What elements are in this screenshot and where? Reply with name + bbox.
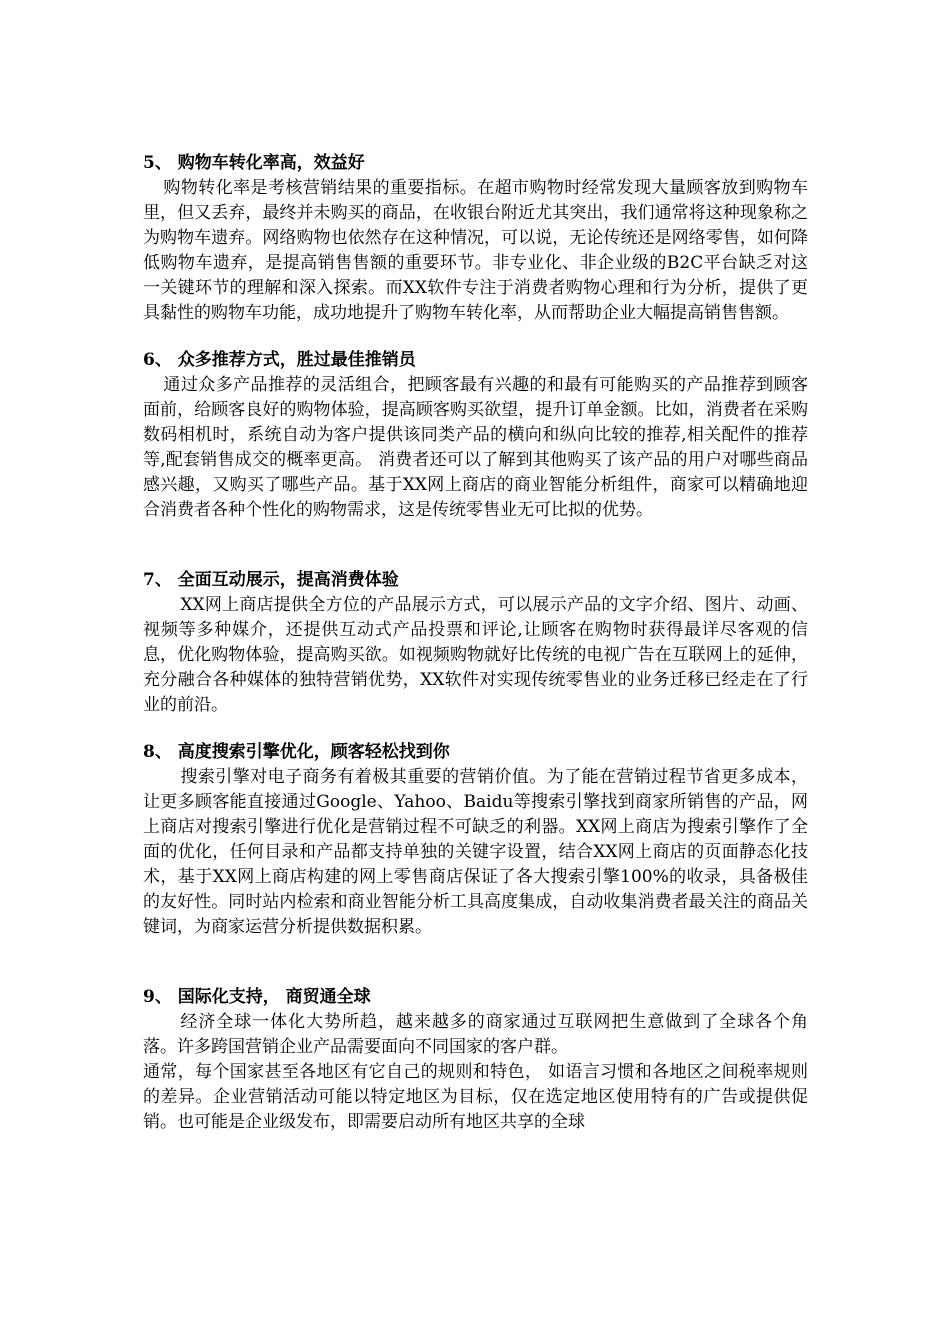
section-paragraph: XX网上商店提供全方位的产品展示方式，可以展示产品的文字介绍、图片、动画、视频等多种媒介，还提供互动式产品投票和评论,让顾客在购物时获得最详尽客观的信息，优化购物体验，提高购买欲。如视频购物就好比传统的电视广告在互联网上的延伸，充分融合各种媒体的独特营销优势，XX软件对实现传统零售业的业务迁移已经走在了行业的前沿。 xyxy=(143,595,808,715)
spacer xyxy=(143,326,808,347)
section-8 xyxy=(143,739,808,940)
section-9 xyxy=(143,984,808,1135)
section-heading: 9、 国际化支持， 商贸通全球 xyxy=(143,987,371,1007)
section-heading: 5、 购物车转化率高，效益好 xyxy=(143,153,365,173)
section-5 xyxy=(143,150,808,326)
section-paragraph: 通过众多产品推荐的灵活组合，把顾客最有兴趣的和最有可能购买的产品推荐到顾客面前，给顾客良好的购物体验，提高顾客购买欲望，提升订单金额。比如，消费者在采购数码相机时，系统自动为客户提供该同类产品的横向和纵向比较的推荐,相关配件的推荐等,配套销售成交的概率更高。 消费者还可以了解到其他购买了该产品的用户对哪些商品感兴趣，又购买了哪些产品。基于XX网上商店的商业智能分析组件，商家可以精确地迎合消费者各种个性化的购物需求，这是传统零售业无可比拟的优势。 xyxy=(143,375,808,520)
spacer xyxy=(143,523,808,567)
section-paragraph: 购物转化率是考核营销结果的重要指标。在超市购物时经常发现大量顾客放到购物车里，但又丢弃，最终并未购买的商品，在收银台附近尤其突出，我们通常将这种现象称之为购物车遗弃。网络购物也依然存在这种情况，可以说，无论传统还是网络零售，如何降低购物车遗弃，是提高销售售额的重要环节。非专业化、非企业级的B2C平台缺乏对这一关键环节的理解和深入探索。而XX软件专注于消费者购物心理和行为分析，提供了更具黏性的购物车功能，成功地提升了购物车转化率，从而帮助企业大幅提高销售售额。 xyxy=(143,178,808,323)
spacer xyxy=(143,718,808,739)
section-paragraph: 通常，每个国家甚至各地区有它自己的规则和特色， 如语言习惯和各地区之间税率规则的差异。企业营销活动可能以特定地区为目标，仅在选定地区使用特有的广告或提供促销。也可能是企业级发布，即需要启动所有地区共享的全球 xyxy=(143,1062,808,1132)
section-7 xyxy=(143,567,808,718)
section-heading: 8、 高度搜索引擎优化，顾客轻松找到你 xyxy=(143,742,450,762)
section-paragraph: 搜索引擎对电子商务有着极其重要的营销价值。为了能在营销过程节省更多成本，让更多顾客能直接通过Google、Yahoo、Baidu等搜索引擎找到商家所销售的产品，网上商店对搜索引擎进行优化是营销过程不可缺乏的利器。XX网上商店为搜索引擎作了全面的优化，任何目录和产品都支持单独的关键字设置，结合XX网上商店的页面静态化技术，基于XX网上商店构建的网上零售商店保证了各大搜索引擎100%的收录，具备极佳的友好性。同时站内检索和商业智能分析工具高度集成，自动收集消费者最关注的商品关键词，为商家运营分析提供数据积累。 xyxy=(143,767,808,937)
section-heading: 7、 全面互动展示，提高消费体验 xyxy=(143,570,399,590)
spacer xyxy=(143,940,808,984)
section-paragraph: 经济全球一体化大势所趋，越来越多的商家通过互联网把生意做到了全球各个角落。许多跨国营销企业产品需要面向不同国家的客户群。 xyxy=(143,1012,808,1057)
section-6 xyxy=(143,347,808,523)
section-heading: 6、 众多推荐方式，胜过最佳推销员 xyxy=(143,350,416,370)
document-page xyxy=(143,150,808,1135)
